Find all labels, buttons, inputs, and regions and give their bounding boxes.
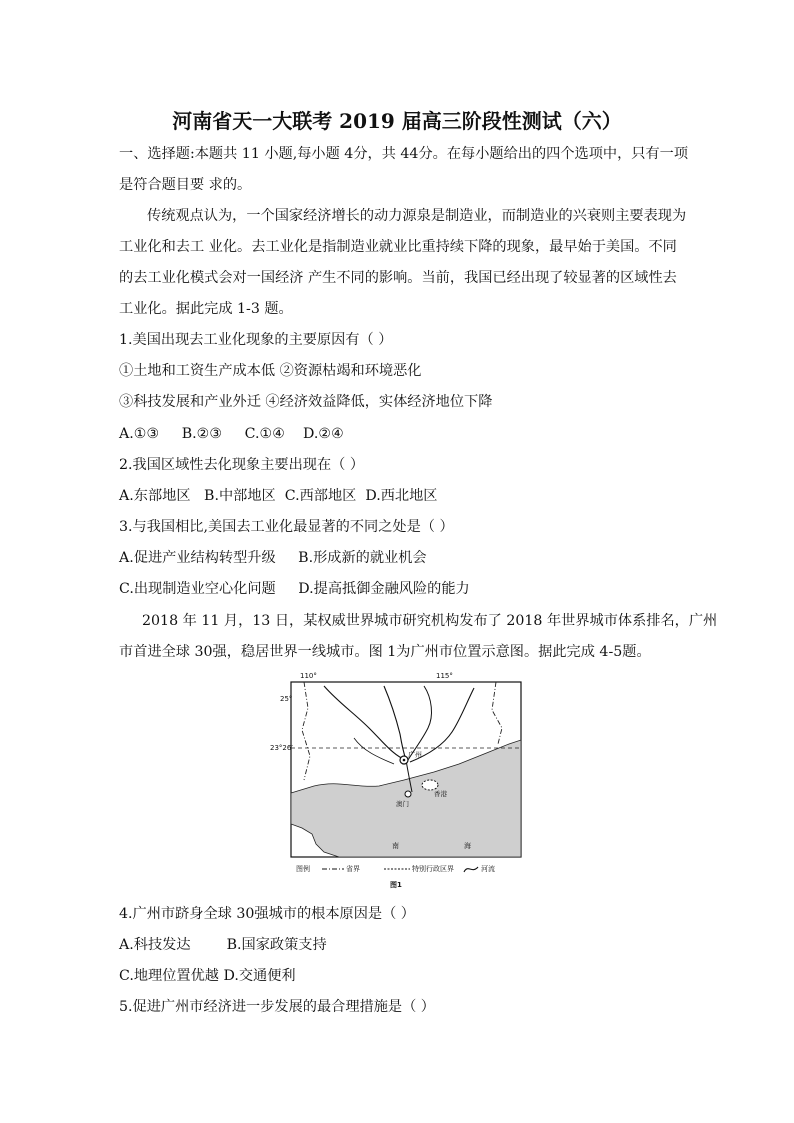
legend-sar-label: 特别行政区界 — [412, 865, 454, 873]
question-4-choices-line-1: A.科技发达 B.国家政策支持 — [119, 937, 327, 953]
map-lon-110: 110° — [300, 672, 317, 680]
hongkong-area — [422, 780, 438, 790]
map-label-sea-1: 南 — [392, 842, 399, 850]
map-lon-115: 115° — [436, 672, 453, 680]
macau-marker — [405, 791, 411, 797]
section-intro-line-1: 一、选择题:本题共 11 小题,每小题 4分，共 44分。在每小题给出的四个选项中，只有一项 — [119, 146, 689, 162]
map-label-sea-2: 海 — [464, 842, 471, 850]
passage1-line-2: 工业化和去工 业化。去工业化是指制造业就业比重持续下降的现象，最早始于美国。不同 — [119, 239, 677, 255]
passage2-line-2: 市首进全球 30强，稳居世界一线城市。图 1为广州市位置示意图。据此完成 4-5题。 — [119, 644, 651, 660]
section-intro-line-2: 是符合题目要 求的。 — [119, 177, 252, 193]
map-lat-23-26: 23°26′ — [270, 744, 293, 752]
map-label-guangzhou: 广州 — [408, 751, 422, 759]
legend-river-swatch — [464, 867, 478, 872]
guangzhou-location-map — [270, 668, 526, 891]
legend-province-label: 省界 — [346, 865, 360, 873]
question-2-stem: 2.我国区域性去化现象主要出现在（ ） — [119, 457, 365, 473]
map-lat-25: 25° — [280, 695, 293, 703]
legend-river-label: 河流 — [481, 865, 495, 873]
question-5-stem: 5.促进广州市经济进一步发展的最合理措施是（ ） — [119, 999, 435, 1015]
page-title: 河南省天一大联考 2019 届高三阶段性测试（六） — [172, 109, 622, 133]
passage1-line-1: 传统观点认为，一个国家经济增长的动力源泉是制造业，而制造业的兴衰则主要表现为 — [147, 208, 687, 224]
guangzhou-dot — [403, 759, 406, 762]
question-1-choices: A.①③ B.②③ C.①④ D.②④ — [119, 426, 344, 442]
question-4-choices-line-2: C.地理位置优越 D.交通便利 — [119, 968, 296, 984]
question-1-options-line-2: ③科技发展和产业外迁 ④经济效益降低，实体经济地位下降 — [119, 394, 493, 410]
passage2-line-1: 2018 年 11 月，13 日，某权威世界城市研究机构发布了 2018 年世界城市体系排名，广州 — [142, 613, 718, 629]
passage1-line-4: 工业化。据此完成 1-3 题。 — [119, 301, 293, 317]
question-1-stem: 1.美国出现去工业化现象的主要原因有（ ） — [119, 332, 393, 348]
question-3-choices-line-1: A.促进产业结构转型升级 B.形成新的就业机会 — [119, 550, 427, 566]
map-label-macau: 澳门 — [396, 800, 409, 808]
question-3-stem: 3.与我国相比,美国去工业化最显著的不同之处是（ ） — [119, 519, 454, 535]
question-2-choices: A.东部地区 B.中部地区 C.西部地区 D.西北地区 — [119, 488, 438, 504]
legend-title: 图例 — [296, 865, 310, 873]
passage1-line-3: 的去工业化模式会对一国经济 产生不同的影响。当前，我国已经出现了较显著的区域性去 — [119, 270, 677, 286]
question-1-options-line-1: ①土地和工资生产成本低 ②资源枯竭和环境恶化 — [119, 363, 422, 379]
map-label-hongkong: 香港 — [434, 790, 447, 798]
question-4-stem: 4.广州市跻身全球 30强城市的根本原因是（ ） — [119, 906, 415, 922]
question-3-choices-line-2: C.出现制造业空心化问题 D.提高抵御金融风险的能力 — [119, 581, 470, 597]
map-caption: 图1 — [390, 881, 402, 889]
